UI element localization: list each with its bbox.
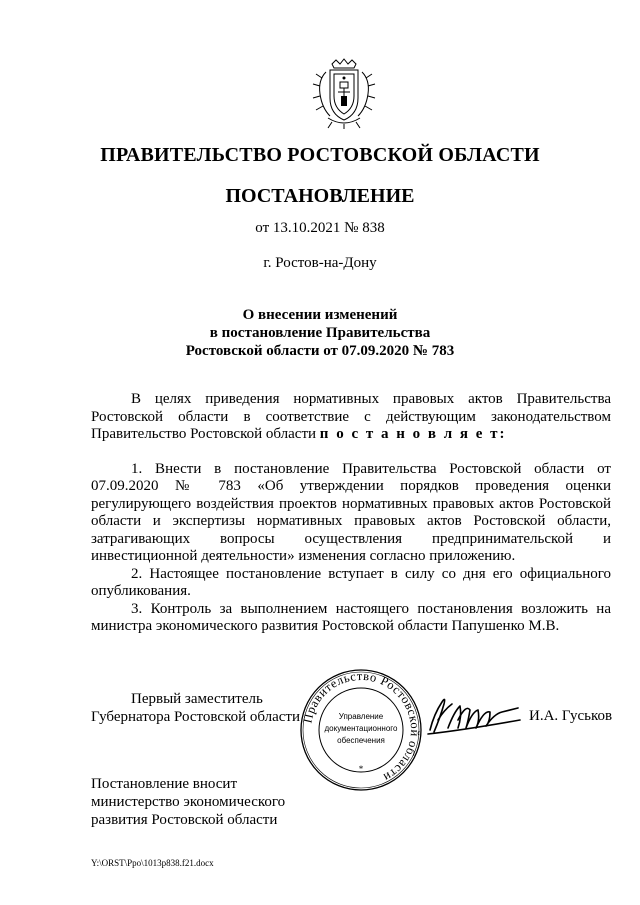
submitter-note-line: министерство экономического	[91, 794, 286, 810]
document-city: г. Ростов-на-Дону	[263, 255, 377, 271]
handwritten-signature	[424, 690, 524, 740]
document-body	[91, 391, 611, 636]
document-subject	[0, 306, 640, 360]
coat-of-arms-emblem	[310, 58, 378, 130]
list-item: 3. Контроль за выполнением настоящего постановления возложить на министра экономического развития Ростовской области Папушенко М.В.	[91, 600, 611, 634]
stamp-center-line: Управление	[338, 712, 384, 721]
organization-title: ПРАВИТЕЛЬСТВО РОСТОВСКОЙ ОБЛАСТИ	[100, 144, 540, 166]
preamble-keyword: п о с т а н о в л я е т:	[319, 426, 507, 442]
stamp-ring-text: Правительство Ростовской области	[300, 668, 423, 785]
preamble-text: В целях приведения нормативных правовых актов Правительства Ростовской области в соответствие с действующим законодательством Правительство Ростовской области	[91, 391, 611, 442]
official-stamp	[298, 667, 424, 793]
preamble-paragraph	[91, 391, 611, 444]
submitter-note-line: развития Ростовской области	[91, 812, 278, 828]
stamp-center-line: документационного	[324, 724, 398, 733]
signatory-position-line: Губернатора Ростовской области	[91, 709, 301, 725]
svg-text:*: *	[358, 764, 364, 774]
signatory-position	[91, 690, 300, 726]
document-date-number: от 13.10.2021 № 838	[255, 220, 385, 236]
stamp-center-line: обеспечения	[337, 736, 385, 745]
signatory-position-line: Первый заместитель	[131, 691, 263, 707]
subject-line: в постановление Правительства	[209, 325, 431, 341]
file-path-footer: Y:\ORST\Ppo\1013p838.f21.docx	[91, 858, 214, 868]
submitter-note	[91, 775, 285, 829]
submitter-note-line: Постановление вносит	[91, 776, 238, 792]
signatory-name: И.А. Гуськов	[529, 708, 613, 724]
subject-line: Ростовской области от 07.09.2020 № 783	[185, 343, 455, 359]
list-item: 1. Внести в постановление Правительства Ростовской области от 07.09.2020 № 783 «Об утверждении порядков проведения оценки регулирующего воздействия проектов нормативных правовых актов Ростовской области и экспертизы нормативных правовых актов Ростовской области, затрагивающих вопросы осуществления предпринимательской и инвестиционной деятельности» изменения согласно приложению.	[91, 460, 611, 564]
list-item: 2. Настоящее постановление вступает в силу со дня его официального опубликования.	[91, 565, 611, 599]
document-type-title: ПОСТАНОВЛЕНИЕ	[225, 185, 415, 207]
subject-line: О внесении изменений	[242, 307, 398, 323]
